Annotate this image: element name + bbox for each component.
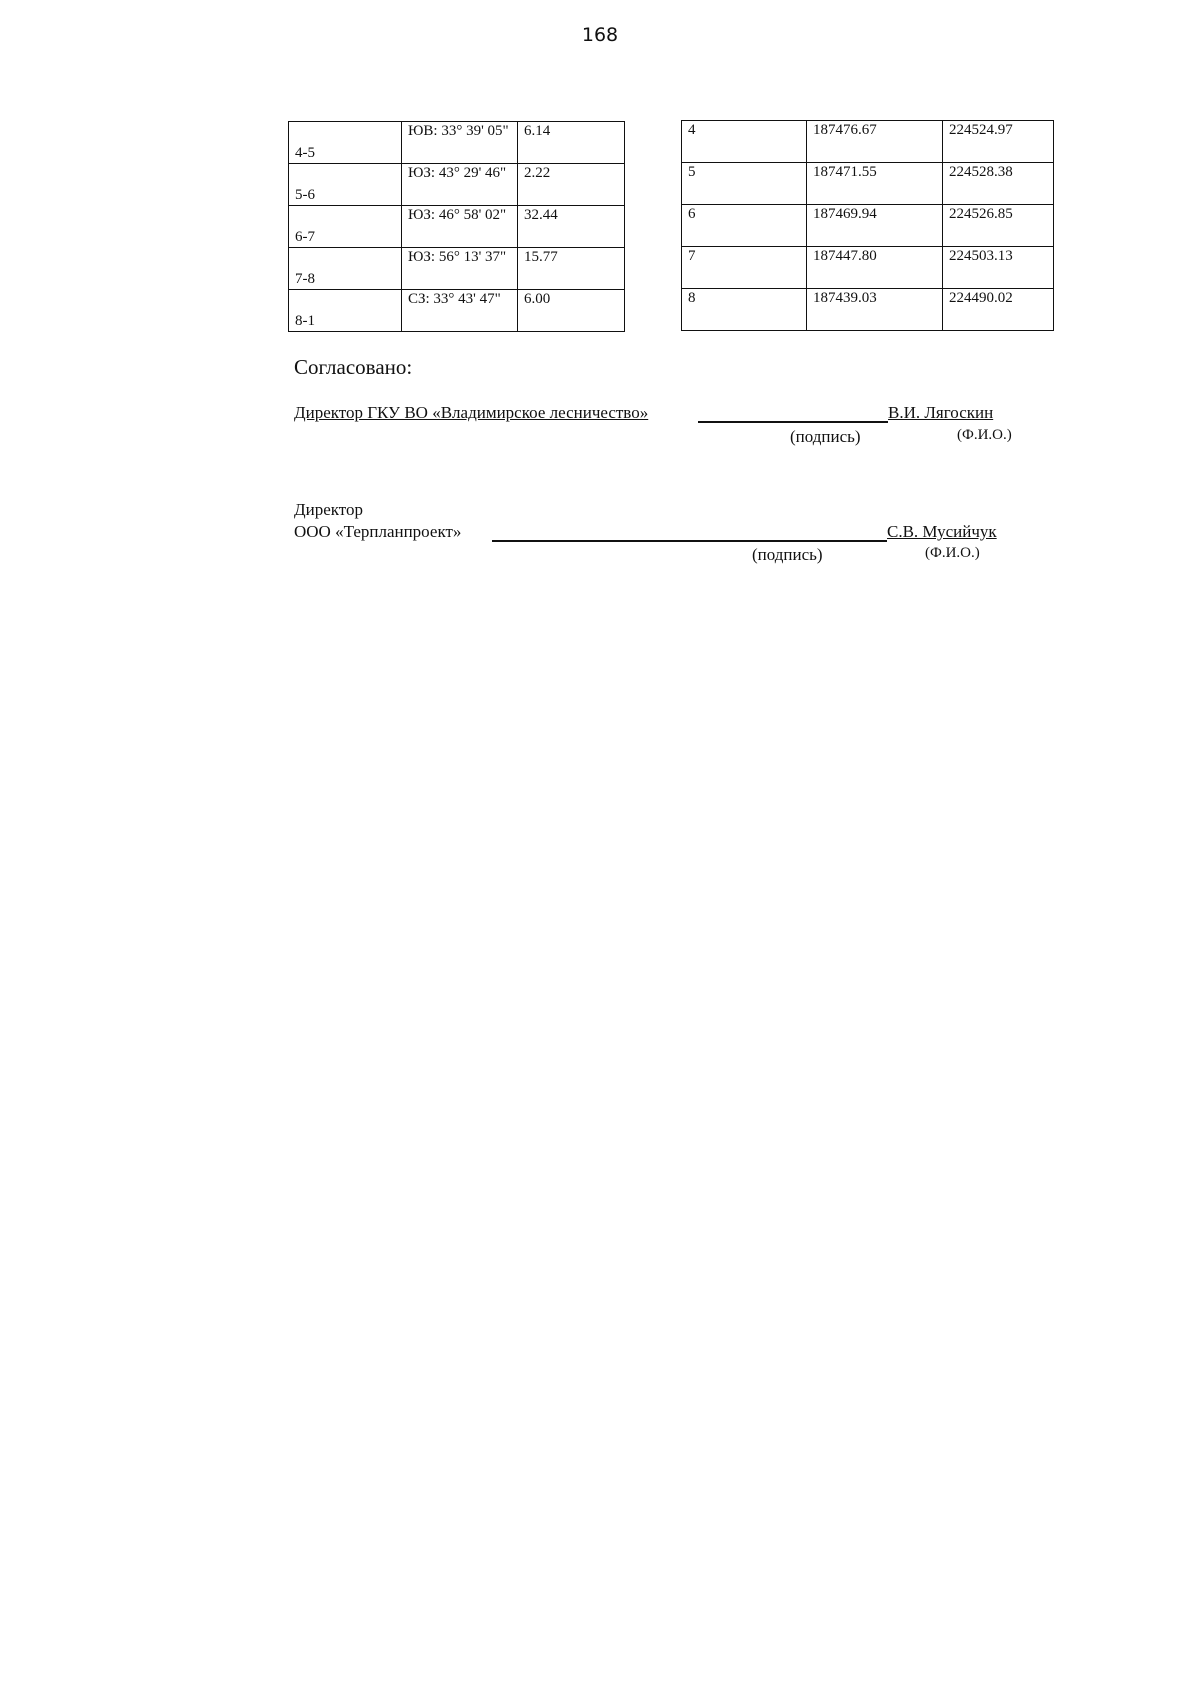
x-coordinate-cell: 187471.55 [807, 163, 943, 205]
signer2-name: С.В. Мусийчук [887, 522, 997, 541]
signer1-signature-caption: (подпись) [790, 427, 861, 446]
point-cell: 7 [682, 247, 807, 289]
bearings-table [288, 121, 625, 332]
signature-line [698, 421, 888, 423]
signer1-title: Директор ГКУ ВО «Владимирское лесничество» [294, 403, 649, 422]
page-number: 168 [581, 24, 619, 46]
direction-cell: ЮЗ: 43° 29' 46" [402, 164, 518, 206]
direction-cell: ЮЗ: 56° 13' 37" [402, 248, 518, 290]
x-coordinate-cell: 187439.03 [807, 289, 943, 331]
distance-cell: 32.44 [518, 206, 625, 248]
segment-cell: 6-7 [289, 206, 402, 248]
x-coordinate-cell: 187447.80 [807, 247, 943, 289]
direction-cell: ЮВ: 33° 39' 05" [402, 122, 518, 164]
x-coordinate-cell: 187476.67 [807, 121, 943, 163]
direction-cell: СЗ: 33° 43' 47" [402, 290, 518, 332]
table-row [289, 122, 625, 164]
point-cell: 6 [682, 205, 807, 247]
signer2-signature-caption: (подпись) [752, 545, 823, 564]
distance-cell: 6.14 [518, 122, 625, 164]
table-row [289, 290, 625, 332]
point-cell: 4 [682, 121, 807, 163]
table-row [682, 205, 1054, 247]
y-coordinate-cell: 224524.97 [943, 121, 1054, 163]
segment-cell: 5-6 [289, 164, 402, 206]
distance-cell: 6.00 [518, 290, 625, 332]
table-row [289, 206, 625, 248]
distance-cell: 15.77 [518, 248, 625, 290]
approval-heading: Согласовано: [294, 355, 413, 379]
signature-line [492, 540, 887, 542]
table-row [682, 121, 1054, 163]
x-coordinate-cell: 187469.94 [807, 205, 943, 247]
signer1-name-caption: (Ф.И.О.) [957, 427, 1012, 443]
y-coordinate-cell: 224503.13 [943, 247, 1054, 289]
y-coordinate-cell: 224490.02 [943, 289, 1054, 331]
point-cell: 5 [682, 163, 807, 205]
table-row [289, 164, 625, 206]
signer2-name-caption: (Ф.И.О.) [925, 545, 980, 561]
segment-cell: 7-8 [289, 248, 402, 290]
direction-cell: ЮЗ: 46° 58' 02" [402, 206, 518, 248]
segment-cell: 8-1 [289, 290, 402, 332]
signer2-title-line1: Директор [294, 500, 363, 519]
table-row [682, 247, 1054, 289]
signer2-title-line2: ООО «Терпланпроект» [294, 522, 462, 541]
distance-cell: 2.22 [518, 164, 625, 206]
table-row [289, 248, 625, 290]
y-coordinate-cell: 224526.85 [943, 205, 1054, 247]
y-coordinate-cell: 224528.38 [943, 163, 1054, 205]
signer1-name: В.И. Лягоскин [888, 403, 994, 422]
point-cell: 8 [682, 289, 807, 331]
table-row [682, 163, 1054, 205]
table-row [682, 289, 1054, 331]
segment-cell: 4-5 [289, 122, 402, 164]
coordinates-table [681, 120, 1054, 331]
